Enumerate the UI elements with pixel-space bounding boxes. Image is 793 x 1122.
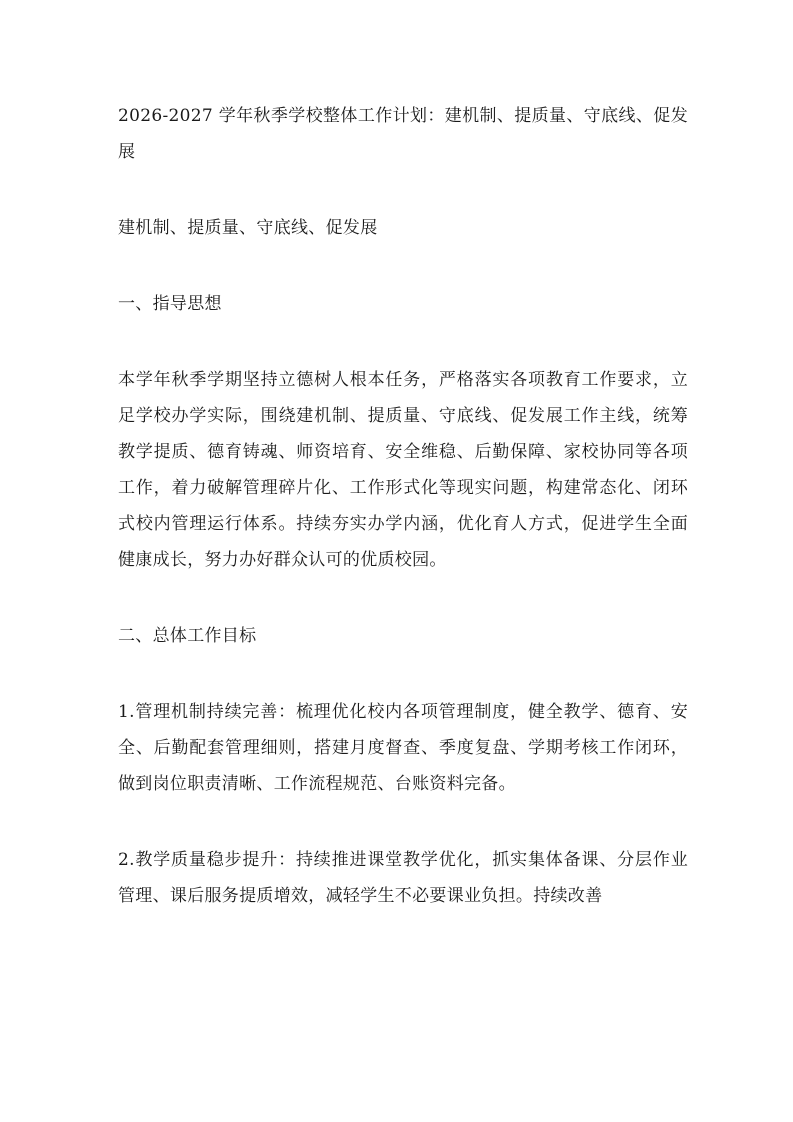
section-heading-guiding-ideology: 一、指导思想 <box>118 294 222 314</box>
goal-item-management-mechanism: 1.管理机制持续完善：梳理优化校内各项管理制度，健全教学、德育、安全、后勤配套管理细则，搭建月度督查、季度复盘、学期考核工作闭环，做到岗位职责清晰、工作流程规范、台账资料完备。 <box>118 702 688 794</box>
goal-item-teaching-quality: 2.教学质量稳步提升：持续推进课堂教学优化，抓实集体备课、分层作业管理、课后服务提质增效，减轻学生不必要课业负担。持续改善 <box>118 850 688 906</box>
document-subtitle: 建机制、提质量、守底线、促发展 <box>118 218 378 238</box>
guiding-ideology-paragraph: 本学年秋季学期坚持立德树人根本任务，严格落实各项教育工作要求，立足学校办学实际，围绕建机制、提质量、守底线、促发展工作主线，统筹教学提质、德育铸魂、师资培育、安全维稳、后勤保障、家校协同等各项工作，着力破解管理碎片化、工作形式化等现实问题，构建常态化、闭环式校内管理运行体系。持续夯实办学内涵，优化育人方式，促进学生全面健康成长，努力办好群众认可的优质校园。 <box>118 370 688 570</box>
section-heading-overall-goals: 二、总体工作目标 <box>118 626 257 646</box>
document-title: 2026-2027 学年秋季学校整体工作计划：建机制、提质量、守底线、促发展 <box>118 106 688 162</box>
document-body <box>118 98 688 954</box>
